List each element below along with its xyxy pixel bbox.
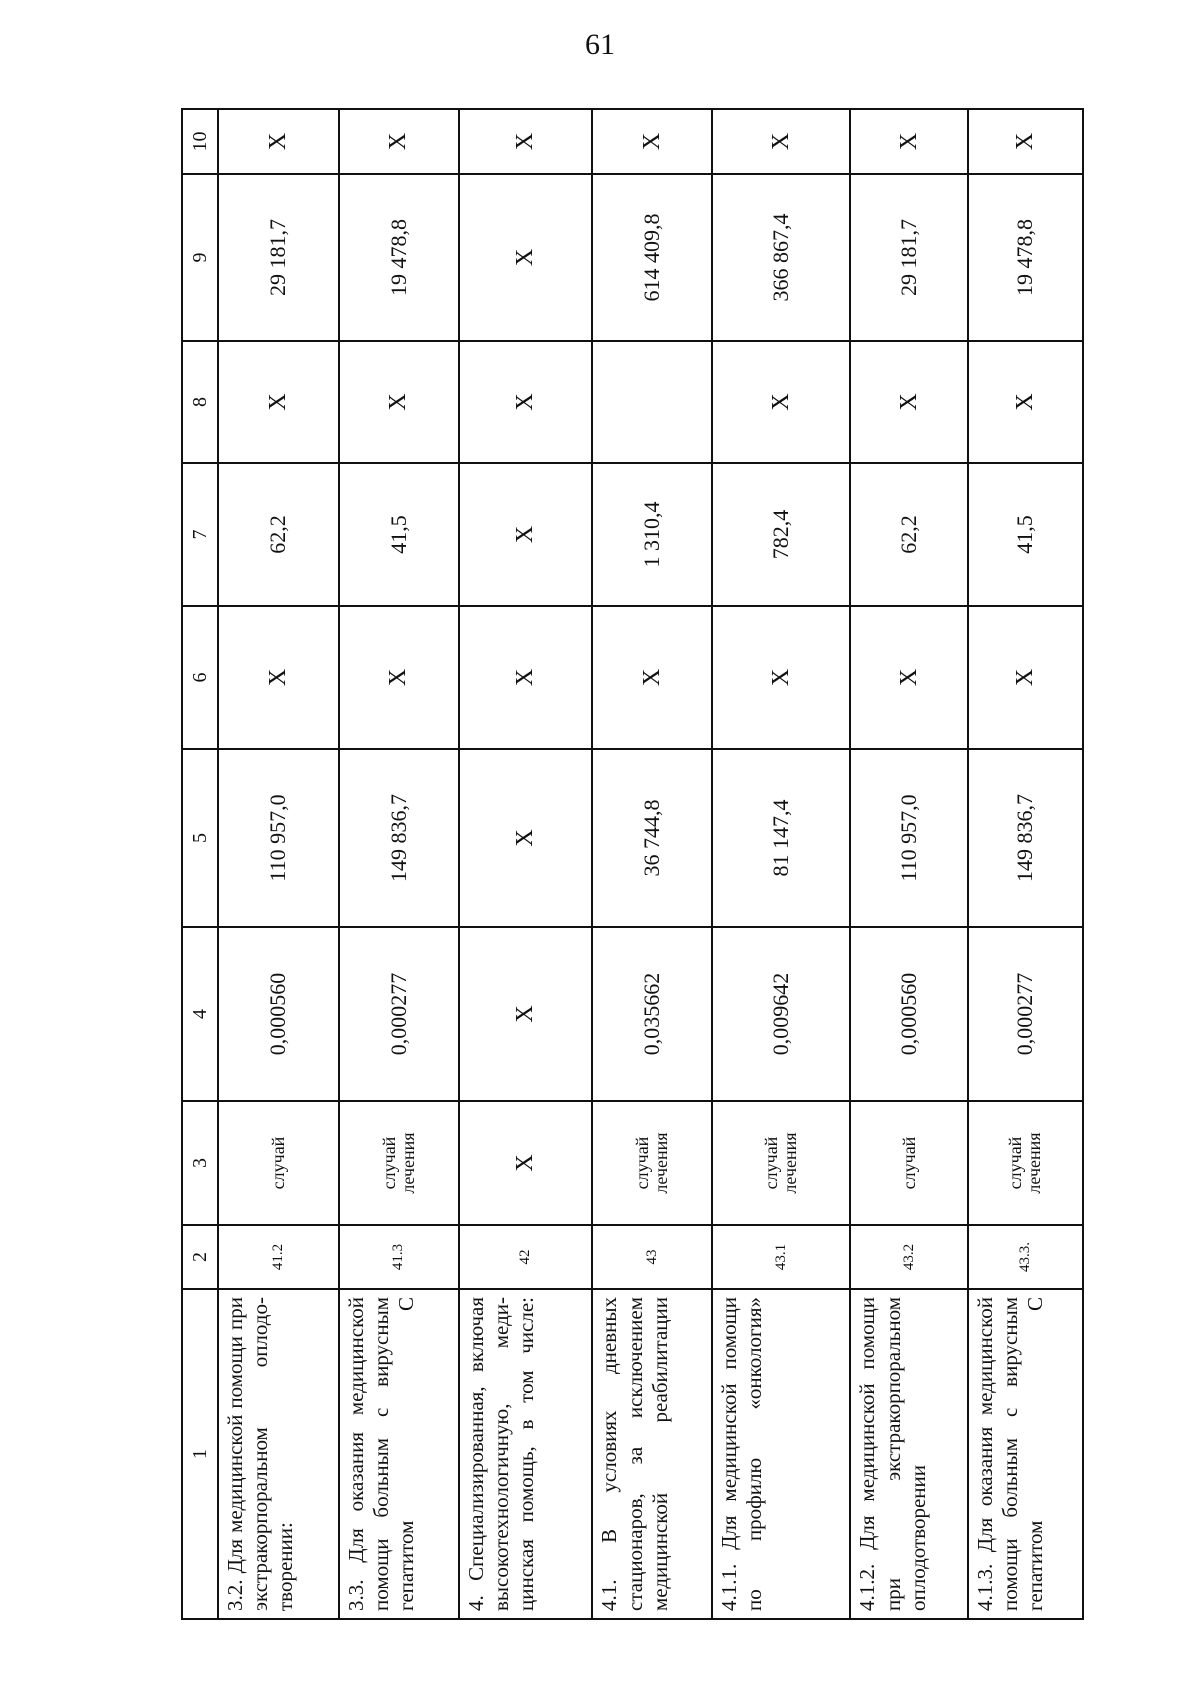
unit-cell: случай лечения (339, 1101, 460, 1225)
value-cell (592, 341, 711, 463)
value-cell: 149 836,7 (968, 749, 1083, 927)
row-code: 41.3 (339, 1225, 460, 1289)
data-table (181, 108, 1084, 1620)
column-header: 6 (182, 606, 218, 749)
row-description: 3.3. Для оказания медицинской помощи больным с вирусным гепатитом С (339, 1289, 460, 1619)
table-row (218, 109, 339, 1619)
value-cell: 0,035662 (592, 927, 711, 1101)
value-cell: X (339, 109, 460, 174)
row-description: 4.1.3. Для оказания медицинской помощи больным с вирусным гепатитом С (968, 1289, 1083, 1619)
row-code: 42 (459, 1225, 592, 1289)
value-cell: 0,000277 (339, 927, 460, 1101)
row-code: 43.1 (712, 1225, 851, 1289)
value-cell: 29 181,7 (850, 174, 967, 341)
value-cell: 19 478,8 (339, 174, 460, 341)
value-cell: X (712, 109, 851, 174)
value-cell: 0,000560 (850, 927, 967, 1101)
row-description: 4.1.1. Для медицинской помощи по профилю «онкология» (712, 1289, 851, 1619)
value-cell: 0,000277 (968, 927, 1083, 1101)
rotated-table-container (181, 110, 1084, 1620)
value-cell: 0,000560 (218, 927, 339, 1101)
row-code: 41.2 (218, 1225, 339, 1289)
value-cell: 110 957,0 (218, 749, 339, 927)
value-cell: X (592, 606, 711, 749)
table-row (592, 109, 711, 1619)
value-cell: X (968, 109, 1083, 174)
column-header: 4 (182, 927, 218, 1101)
table-row (339, 109, 460, 1619)
column-header: 7 (182, 463, 218, 606)
value-cell: X (459, 341, 592, 463)
table-row (712, 109, 851, 1619)
value-cell: 149 836,7 (339, 749, 460, 927)
value-cell: X (459, 749, 592, 927)
row-description: 4. Специализированная, включая высокотехнологичную, медицинская помощь, в том числе: (459, 1289, 592, 1619)
header-row (182, 109, 218, 1619)
row-description: 4.1. В условиях дневных стационаров, за исключением медицинской реабилитации (592, 1289, 711, 1619)
value-cell: X (850, 606, 967, 749)
value-cell: X (459, 606, 592, 749)
value-cell: 782,4 (712, 463, 851, 606)
table-row (968, 109, 1083, 1619)
table-row (459, 109, 592, 1619)
row-description: 4.1.2. Для медицинской помощи при экстракорпоральном оплодотворении (850, 1289, 967, 1619)
column-header: 9 (182, 174, 218, 341)
value-cell: 614 409,8 (592, 174, 711, 341)
value-cell: 29 181,7 (218, 174, 339, 341)
value-cell: 1 310,4 (592, 463, 711, 606)
value-cell: X (968, 606, 1083, 749)
page-number: 61 (585, 28, 615, 61)
value-cell: X (459, 927, 592, 1101)
value-cell: X (218, 341, 339, 463)
row-description: 3.2. Для медицинской помощи при экстракорпоральном оплодотворении: (218, 1289, 339, 1619)
unit-cell: случай (218, 1101, 339, 1225)
value-cell: 41,5 (968, 463, 1083, 606)
value-cell: X (339, 606, 460, 749)
table-row (850, 109, 967, 1619)
value-cell: X (968, 341, 1083, 463)
column-header: 3 (182, 1101, 218, 1225)
value-cell: X (218, 109, 339, 174)
value-cell: X (850, 341, 967, 463)
row-code: 43.2 (850, 1225, 967, 1289)
value-cell: X (712, 341, 851, 463)
value-cell: X (459, 109, 592, 174)
value-cell: X (850, 109, 967, 174)
value-cell: 36 744,8 (592, 749, 711, 927)
unit-cell: X (459, 1101, 592, 1225)
value-cell: 41,5 (339, 463, 460, 606)
unit-cell: случай лечения (968, 1101, 1083, 1225)
value-cell: X (712, 606, 851, 749)
value-cell: 62,2 (850, 463, 967, 606)
value-cell: X (459, 174, 592, 341)
unit-cell: случай лечения (592, 1101, 711, 1225)
value-cell: X (592, 109, 711, 174)
value-cell: 62,2 (218, 463, 339, 606)
value-cell: X (459, 463, 592, 606)
column-header: 8 (182, 341, 218, 463)
value-cell: 81 147,4 (712, 749, 851, 927)
value-cell: 110 957,0 (850, 749, 967, 927)
value-cell: X (218, 606, 339, 749)
value-cell: X (339, 341, 460, 463)
column-header: 2 (182, 1225, 218, 1289)
value-cell: 366 867,4 (712, 174, 851, 341)
value-cell: 19 478,8 (968, 174, 1083, 341)
row-code: 43.3. (968, 1225, 1083, 1289)
column-header: 1 (182, 1289, 218, 1619)
column-header: 10 (182, 109, 218, 174)
column-header: 5 (182, 749, 218, 927)
row-code: 43 (592, 1225, 711, 1289)
unit-cell: случай (850, 1101, 967, 1225)
unit-cell: случай лечения (712, 1101, 851, 1225)
value-cell: 0,009642 (712, 927, 851, 1101)
